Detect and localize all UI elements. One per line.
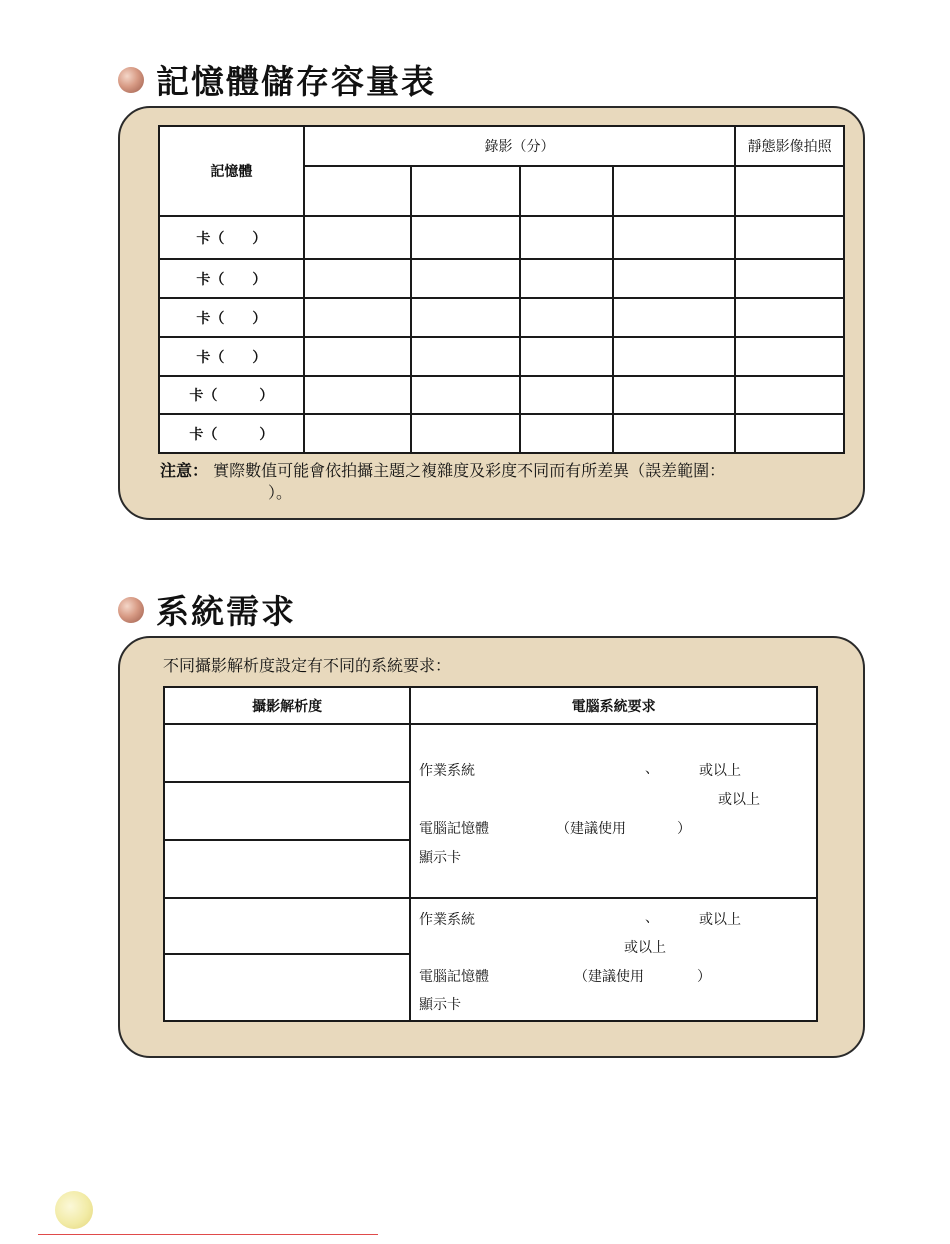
memory-close-paren: ） — [677, 821, 691, 837]
table-cell — [613, 414, 736, 453]
memory-capacity-title: 記憶體儲存容量表 — [156, 62, 436, 101]
memory-capacity-heading — [118, 56, 436, 103]
table-cell — [613, 216, 736, 259]
resolution-cell — [164, 724, 410, 782]
os-label: 作業系統 — [419, 912, 475, 928]
table-cell — [304, 337, 412, 376]
memory-label: 電腦記憶體 — [419, 821, 489, 837]
heading-bullet-icon — [118, 67, 144, 93]
os-or-above: 或以上 — [699, 763, 741, 779]
table-cell — [411, 216, 520, 259]
table-cell — [411, 166, 520, 216]
card-row-label: 卡（ ） — [159, 298, 304, 337]
cpu-or-above: 或以上 — [718, 792, 760, 808]
table-cell — [520, 376, 613, 414]
requirements-header: 電腦系統要求 — [410, 687, 817, 724]
table-cell — [304, 259, 412, 298]
footer-divider — [38, 1234, 378, 1235]
table-cell — [735, 166, 844, 216]
gpu-label: 顯示卡 — [419, 997, 461, 1013]
table-cell — [304, 298, 412, 337]
table-cell — [613, 166, 736, 216]
gpu-label: 顯示卡 — [419, 850, 461, 866]
memory-close-paren: ） — [697, 969, 711, 985]
card-row-label: 卡（ ） — [159, 259, 304, 298]
heading-bullet-icon — [118, 597, 144, 623]
resolution-header: 攝影解析度 — [164, 687, 410, 724]
table-cell — [304, 414, 412, 453]
table-row — [159, 259, 844, 298]
cpu-or-above: 或以上 — [624, 940, 666, 956]
table-cell — [520, 298, 613, 337]
table-cell — [520, 414, 613, 453]
os-label: 作業系統 — [419, 763, 475, 779]
card-row-label: 卡（ ） — [159, 337, 304, 376]
table-row — [159, 216, 844, 259]
table-cell — [520, 259, 613, 298]
table-cell — [735, 216, 844, 259]
table-cell — [613, 259, 736, 298]
card-row-label: 卡（ ） — [159, 376, 304, 414]
memory-recommend: （建議使用 — [556, 821, 626, 837]
accuracy-note — [160, 460, 850, 482]
os-separator: 、 — [645, 761, 659, 777]
table-cell — [613, 337, 736, 376]
table-cell — [735, 298, 844, 337]
table-cell — [411, 414, 520, 453]
table-cell — [613, 376, 736, 414]
table-row — [159, 298, 844, 337]
table-cell — [411, 259, 520, 298]
table-cell — [520, 216, 613, 259]
resolution-cell — [164, 954, 410, 1021]
memory-capacity-table — [158, 125, 845, 454]
table-row — [159, 337, 844, 376]
page-number-dot-icon — [55, 1191, 93, 1229]
table-cell — [304, 376, 412, 414]
table-cell — [735, 259, 844, 298]
os-separator: 、 — [645, 910, 659, 926]
table-cell — [304, 166, 412, 216]
note-label: 注意： — [160, 461, 209, 480]
os-or-above: 或以上 — [699, 912, 741, 928]
system-intro-text: 不同攝影解析度設定有不同的系統要求： — [163, 656, 452, 675]
card-row-label: 卡（ ） — [159, 414, 304, 453]
table-cell — [411, 376, 520, 414]
requirements-cell-group-1 — [410, 724, 817, 898]
table-row — [159, 414, 844, 453]
table-row — [159, 376, 844, 414]
table-cell — [735, 414, 844, 453]
video-minutes-header: 錄影（分） — [304, 126, 736, 166]
table-cell — [520, 166, 613, 216]
table-cell — [520, 337, 613, 376]
table-cell — [304, 216, 412, 259]
memory-recommend: （建議使用 — [574, 969, 644, 985]
note-text: 實際數值可能會依拍攝主題之複雜度及彩度不同而有所差異（誤差範圍： — [213, 461, 726, 480]
table-cell — [735, 376, 844, 414]
system-requirements-heading — [118, 586, 296, 633]
system-requirements-title: 系統需求 — [156, 592, 296, 631]
note-end: ）。 — [268, 483, 293, 502]
table-cell — [411, 298, 520, 337]
table-cell — [613, 298, 736, 337]
resolution-cell — [164, 782, 410, 840]
still-photo-header: 靜態影像拍照 — [735, 126, 844, 166]
memory-label: 電腦記憶體 — [419, 969, 489, 985]
system-requirements-table — [163, 686, 818, 1022]
table-cell — [411, 337, 520, 376]
table-cell — [735, 337, 844, 376]
card-row-label: 卡（ ） — [159, 216, 304, 259]
memory-header-cell: 記憶體 — [159, 126, 304, 216]
resolution-cell — [164, 840, 410, 898]
resolution-cell — [164, 898, 410, 954]
